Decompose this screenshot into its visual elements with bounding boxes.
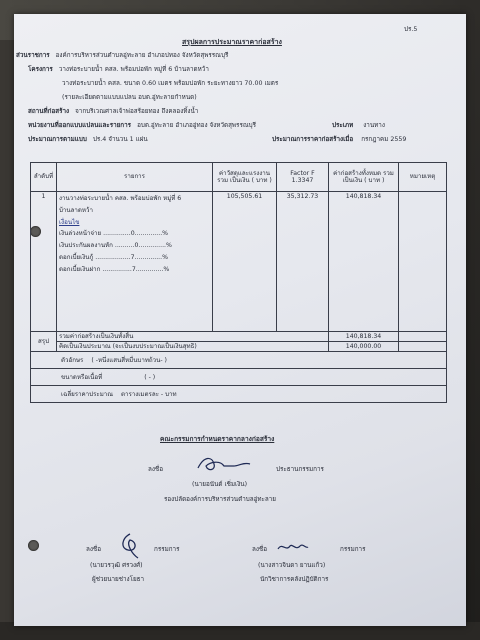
cell-note xyxy=(399,192,447,332)
condition-unit: % xyxy=(163,265,170,273)
table-row xyxy=(31,192,447,332)
col-header-no: ลำดับที่ xyxy=(31,163,57,192)
location-label: สถานที่ก่อสร้าง xyxy=(28,108,70,115)
agency-line xyxy=(16,52,228,59)
text-amount-cell xyxy=(31,352,447,369)
condition-row-4: ดอกเบี้ยเงินฝาก ...............7..............% xyxy=(59,265,170,273)
condition-label: ดอกเบี้ยเงินกู้ xyxy=(59,253,94,261)
cell-factor: 35,312.73 xyxy=(277,192,329,332)
summary-total-row xyxy=(31,332,447,342)
unit-price-cell xyxy=(31,386,447,403)
chair-sign-label: ลงชื่อ xyxy=(148,466,163,473)
estimate-date-label: ประมาณการราคาก่อสร้างเมื่อ xyxy=(272,136,354,143)
summary-round-label: คิดเป็นเงินประมาณ (จะเป็นงบประมาณเป็นเงินสุทธิ) xyxy=(57,342,329,352)
col-header-note: หมายเหตุ xyxy=(399,163,447,192)
chair-signature-icon xyxy=(194,454,254,474)
design-unit-value: อบต.อู่ทะลาย อำเภออู่ทอง จังหวัดสุพรรณบุรี xyxy=(137,122,257,129)
project-line-1: วางท่อระบายน้ำ คสล. พร้อมบ่อพัก หมู่ที่ 6 บ้านลาดหว้า xyxy=(58,66,209,73)
condition-row-1: เงินล่วงหน้าจ่าย ..............0..............% xyxy=(59,230,169,238)
chair-position: รองปลัดองค์การบริหารส่วนตำบลอู่ทะลาย xyxy=(164,496,276,503)
table-header-row xyxy=(31,163,447,192)
type-label: ประเภท xyxy=(332,122,354,129)
type-line xyxy=(332,122,385,129)
member1-name: (นายวรวุฒิ ศรวงศ์) xyxy=(90,562,143,569)
project-line-2: วางท่อระบายน้ำ คสล. ขนาด 0.60 เมตร พร้อมบ่อพัก ระยะทางยาว 70.00 เมตร xyxy=(62,80,279,87)
page-number: ปร.5 xyxy=(404,26,418,33)
cell-cost: 105,505.61 xyxy=(213,192,277,332)
punch-hole-icon xyxy=(28,540,39,551)
size-row xyxy=(31,369,447,386)
col-header-total: ค่าก่อสร้างทั้งหมด รวมเป็นเงิน ( บาท ) xyxy=(329,163,399,192)
member2-name: (นางสาวจินดา ยานแก้ว) xyxy=(258,562,326,569)
form-label: ประมาณการตามแบบ xyxy=(28,136,87,143)
chair-name: (นายอนันต์ เชิ่มเงิน) xyxy=(192,481,248,488)
condition-unit: % xyxy=(166,242,172,250)
text-amount-label: ตัวอักษร xyxy=(61,356,84,364)
condition-unit: % xyxy=(162,253,169,261)
agency-value: องค์การบริหารส่วนตำบลอู่ทะลาย อำเภอบ่ทอง จังหวัดสุพรรณบุรี xyxy=(55,52,229,59)
item-line-2: บ้านลาดหว้า xyxy=(59,206,93,214)
project-line-3: (รายละเอียดตามแบบแปลน อบต.อู่ทะลายกำหนด) xyxy=(62,94,197,101)
condition-row-3: ดอกเบี้ยเงินกู้ ..................7..............% xyxy=(59,253,169,261)
col-header-factor: Factor F 1.3347 xyxy=(277,163,329,192)
cell-item xyxy=(57,192,213,332)
text-amount-value: ( -หนึ่งแสนสี่หมื่นบาทถ้วน- ) xyxy=(91,356,167,364)
condition-value: 7 xyxy=(131,265,136,273)
size-value: ( - ) xyxy=(144,373,156,381)
conditions-title: เงื่อนไข xyxy=(59,218,80,226)
text-amount-row xyxy=(31,352,447,369)
condition-label: เงินประกันผลงานหัก xyxy=(59,242,113,250)
summary-round-row xyxy=(31,342,447,352)
col-header-item: รายการ xyxy=(57,163,213,192)
estimate-date-value: กรกฎาคม 2559 xyxy=(361,136,407,143)
design-unit-label: หน่วยงานที่ออกแบบแปลนและรายการ xyxy=(28,122,132,129)
condition-value: 0 xyxy=(130,230,135,238)
item-line-1: งานวางท่อระบายน้ำ คสล. พร้อมบ่อพัก หมู่ที่ 6 xyxy=(59,195,182,202)
summary-round-note xyxy=(399,342,447,352)
chair-role: ประธานกรรมการ xyxy=(276,466,324,473)
summary-total-value: 140,818.34 xyxy=(329,332,399,342)
form-line xyxy=(28,136,148,143)
design-unit-line xyxy=(28,122,256,129)
size-label: ขนาดหรือเนื้อที่ xyxy=(61,373,103,381)
cell-total: 140,818.34 xyxy=(329,192,399,332)
col-header-cost: ค่าวัสดุและแรงงานรวม เป็นเงิน ( บาท ) xyxy=(213,163,277,192)
location-line xyxy=(28,108,198,115)
condition-label: ดอกเบี้ยเงินฝาก xyxy=(59,265,101,273)
form-value: ปร.4 จำนวน 1 แผ่น xyxy=(92,136,148,143)
summary-label: สรุป xyxy=(31,332,57,352)
condition-unit: % xyxy=(162,230,169,238)
member2-position: นักวิชาการคลังปฏิบัติการ xyxy=(260,576,329,583)
member2-sign-label: ลงชื่อ xyxy=(252,546,267,553)
cell-no: 1 xyxy=(31,192,57,332)
summary-total-note xyxy=(399,332,447,342)
unit-price-row xyxy=(31,386,447,403)
condition-value: 7 xyxy=(130,253,135,261)
project-line xyxy=(28,66,209,73)
condition-value: 0 xyxy=(134,242,139,250)
condition-label: เงินล่วงหน้าจ่าย xyxy=(59,230,102,238)
member2-signature-icon xyxy=(276,540,310,554)
document-title: สรุปผลการประมาณราคาก่อสร้าง xyxy=(182,38,282,46)
member1-sign-label: ลงชื่อ xyxy=(86,546,101,553)
summary-total-label: รวมค่าก่อสร้างเป็นเงินทั้งสิ้น xyxy=(57,332,329,342)
unit-price-label: เฉลี่ยราคาประมาณ xyxy=(61,390,114,398)
summary-round-value: 140,000.00 xyxy=(329,342,399,352)
project-label: โครงการ xyxy=(28,66,53,73)
member2-role: กรรมการ xyxy=(340,546,366,553)
agency-label: ส่วนราชการ xyxy=(16,52,50,59)
estimate-table xyxy=(30,162,447,403)
member1-position: ผู้ช่วยนายช่างโยธา xyxy=(92,576,145,583)
type-value: งานทาง xyxy=(363,122,385,129)
unit-price-value: ตารางเมตรละ - บาท xyxy=(121,390,177,398)
location-value: จากบริเวณศาลเจ้าพ่อสร้อยทอง ถึงคลองทิ้งน้ำ xyxy=(75,108,199,115)
committee-title: คณะกรรมการกำหนดราคากลางก่อสร้าง xyxy=(160,435,275,443)
estimate-date-line xyxy=(272,136,406,143)
size-cell xyxy=(31,369,447,386)
condition-row-2: เงินประกันผลงานหัก ..........0..............% xyxy=(59,242,172,250)
member1-role: กรรมการ xyxy=(154,546,180,553)
member1-signature-icon xyxy=(116,532,146,560)
document-page xyxy=(14,14,466,626)
